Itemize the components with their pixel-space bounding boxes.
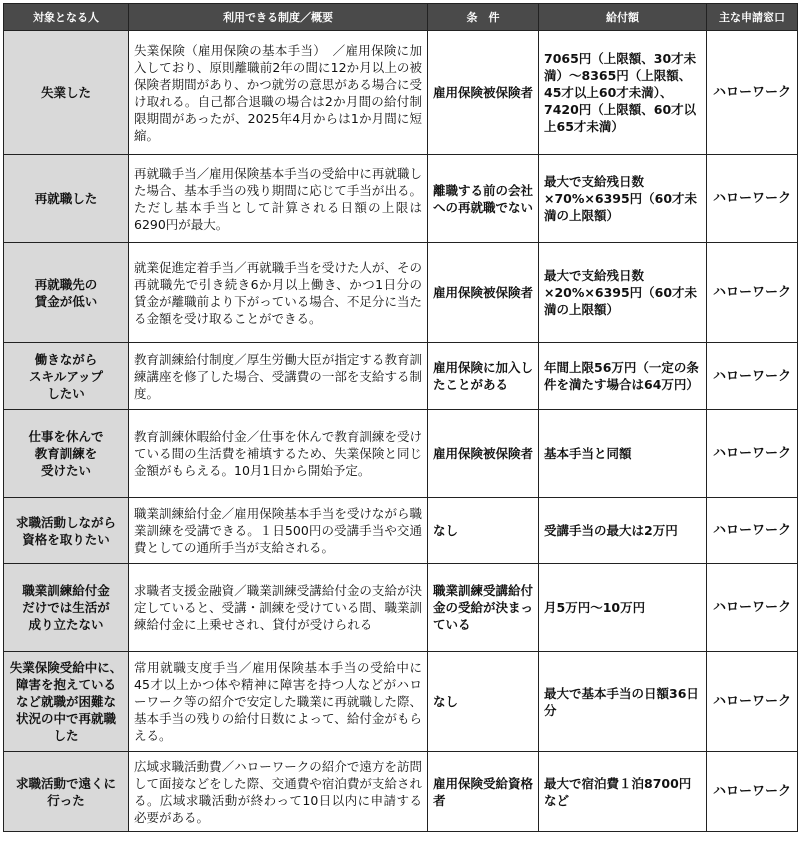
row-target: 職業訓練給付金 だけでは生活が 成り立たない <box>4 564 129 652</box>
row-office: ハローワーク <box>707 31 798 155</box>
row-system: 教育訓練給付制度／厚生労働大臣が指定する教育訓練講座を修了した場合、受講費の一部を支給する制度。 <box>129 343 428 410</box>
header-condition: 条 件 <box>428 4 539 31</box>
row-amount: 最大で宿泊費１泊8700円など <box>539 752 707 832</box>
row-office: ハローワーク <box>707 243 798 343</box>
row-amount: 7065円（上限額、30才未満）～8365円（上限額、45才以上60才未満）、7420円（上限額、60才以上65才未満） <box>539 31 707 155</box>
row-condition: なし <box>428 498 539 564</box>
row-amount: 最大で基本手当の日額36日分 <box>539 652 707 752</box>
row-target: 再就職した <box>4 155 129 243</box>
row-condition: なし <box>428 652 539 752</box>
row-amount: 受講手当の最大は2万円 <box>539 498 707 564</box>
row-system: 就業促進定着手当／再就職手当を受けた人が、その再就職先で引き続き6か月以上働き、かつ1日分の賃金が離職前より下がっている場合、不足分に当たる金額を受け取ることができる。 <box>129 243 428 343</box>
row-condition: 雇用保険に加入したことがある <box>428 343 539 410</box>
header-office: 主な申請窓口 <box>707 4 798 31</box>
row-system: 失業保険（雇用保険の基本手当） ／雇用保険に加入しており、原則離職前2年の間に12か月以上の被保険者期間があり、かつ就労の意思がある場合に受け取れる。自己都合退職の場合は2か月間の給付制限期間があったが、2025年4月からは1か月間に短縮。 <box>129 31 428 155</box>
row-system: 常用就職支度手当／雇用保険基本手当の受給中に45才以上かつ体や精神に障害を持つ人などがハローワーク等の紹介で安定した職業に再就職した際、基本手当の残りの給付日数によって、給付金がもらえる。 <box>129 652 428 752</box>
row-amount: 月5万円～10万円 <box>539 564 707 652</box>
row-target: 再就職先の 賃金が低い <box>4 243 129 343</box>
table-row <box>4 243 798 343</box>
row-office: ハローワーク <box>707 652 798 752</box>
row-amount: 最大で支給残日数×70%×6395円（60才未満の上限額） <box>539 155 707 243</box>
row-condition: 雇用保険被保険者 <box>428 31 539 155</box>
benefits-table-container <box>3 3 797 832</box>
row-amount: 最大で支給残日数×20%×6395円（60才未満の上限額） <box>539 243 707 343</box>
benefits-table <box>3 3 798 832</box>
header-amount: 給付額 <box>539 4 707 31</box>
table-row <box>4 752 798 832</box>
row-condition: 雇用保険受給資格者 <box>428 752 539 832</box>
row-target: 求職活動しながら 資格を取りたい <box>4 498 129 564</box>
row-amount: 年間上限56万円（一定の条件を満たす場合は64万円） <box>539 343 707 410</box>
row-target: 仕事を休んで 教育訓練を 受けたい <box>4 410 129 498</box>
row-condition: 職業訓練受講給付金の受給が決まっている <box>428 564 539 652</box>
row-condition: 雇用保険被保険者 <box>428 243 539 343</box>
row-target: 働きながら スキルアップ したい <box>4 343 129 410</box>
row-condition: 離職する前の会社への再就職でない <box>428 155 539 243</box>
row-target: 求職活動で遠くに 行った <box>4 752 129 832</box>
row-system: 職業訓練給付金／雇用保険基本手当を受けながら職業訓練を受講できる。１日500円の受講手当や交通費としての通所手当が支給される。 <box>129 498 428 564</box>
table-row <box>4 652 798 752</box>
row-system: 求職者支援金融資／職業訓練受講給付金の支給が決定していると、受講・訓練を受けている間、職業訓練給付金に上乗せされ、貸付が受けられる <box>129 564 428 652</box>
header-system: 利用できる制度／概要 <box>129 4 428 31</box>
table-row <box>4 564 798 652</box>
header-target: 対象となる人 <box>4 4 129 31</box>
row-system: 再就職手当／雇用保険基本手当の受給中に再就職した場合、基本手当の残り期間に応じて手当が出る。ただし基本手当として計算される日額の上限は6290円が最大。 <box>129 155 428 243</box>
row-amount: 基本手当と同額 <box>539 410 707 498</box>
row-target: 失業保険受給中に、 障害を抱えている など就職が困難な 状況の中で再就職 した <box>4 652 129 752</box>
table-row <box>4 155 798 243</box>
row-condition: 雇用保険被保険者 <box>428 410 539 498</box>
row-office: ハローワーク <box>707 155 798 243</box>
row-office: ハローワーク <box>707 498 798 564</box>
table-row <box>4 410 798 498</box>
row-system: 教育訓練休暇給付金／仕事を休んで教育訓練を受けている間の生活費を補填するため、失業保険と同じ金額がもらえる。10月1日から開始予定。 <box>129 410 428 498</box>
header-row <box>4 4 798 31</box>
row-office: ハローワーク <box>707 564 798 652</box>
table-row <box>4 31 798 155</box>
table-row <box>4 343 798 410</box>
row-target: 失業した <box>4 31 129 155</box>
row-system: 広域求職活動費／ハローワークの紹介で遠方を訪問して面接などをした際、交通費や宿泊費が支給される。広域求職活動が終わって10日以内に申請する必要がある。 <box>129 752 428 832</box>
row-office: ハローワーク <box>707 410 798 498</box>
table-row <box>4 498 798 564</box>
row-office: ハローワーク <box>707 752 798 832</box>
row-office: ハローワーク <box>707 343 798 410</box>
